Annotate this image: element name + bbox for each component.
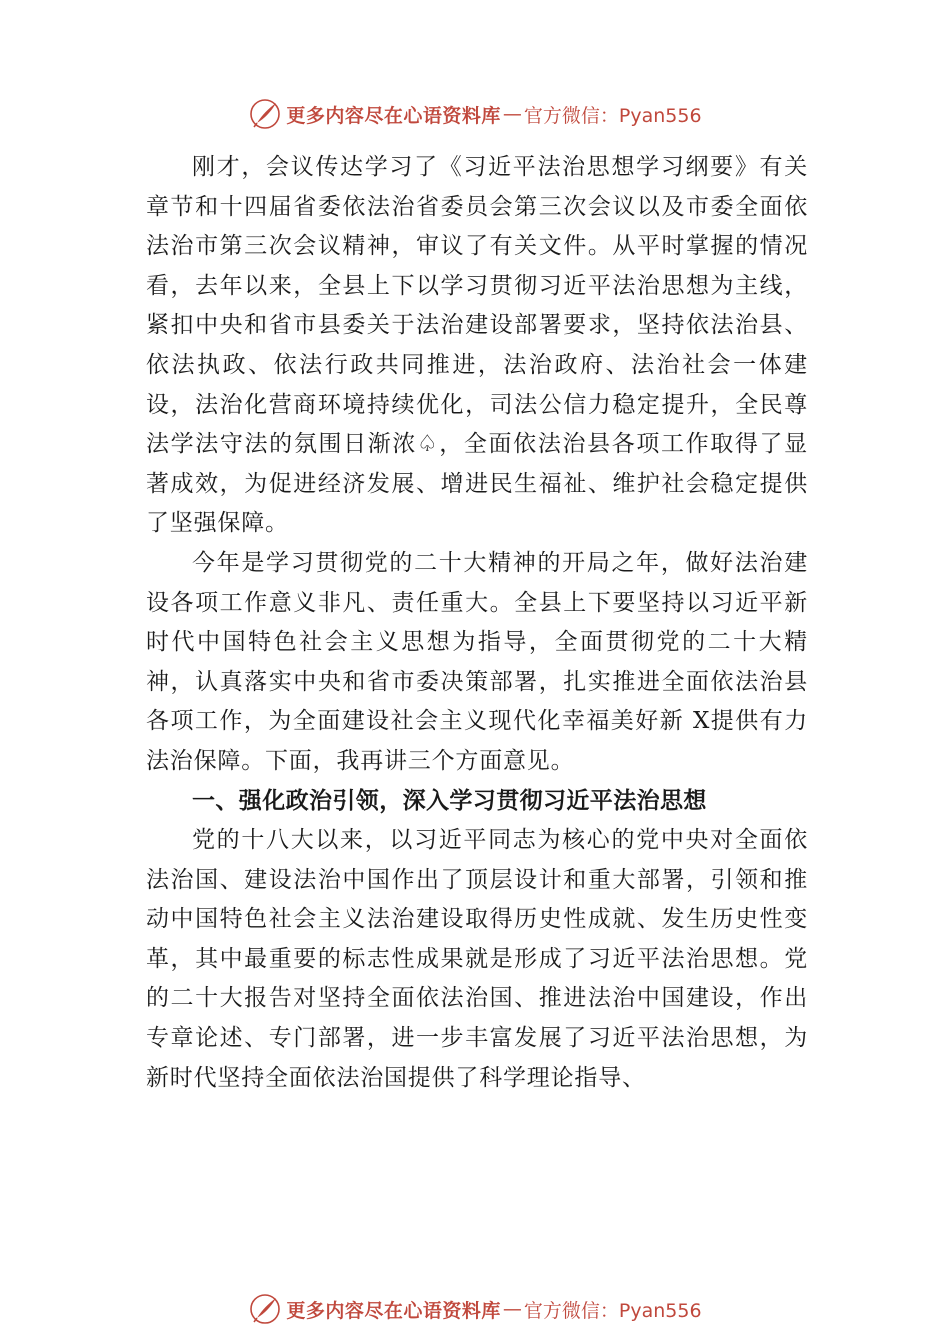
paragraph-2: 今年是学习贯彻党的二十大精神的开局之年，做好法治建设各项工作意义非凡、责任重大。全县上下要坚持以习近平新时代中国特色社会主义思想为指导，全面贯彻党的二十大精神，认真落实中央和省市委决策部署，扎实推进全面依法治县各项工作，为全面建设社会主义现代化幸福美好新 X提供有力法治保障。下面，我再讲三个方面意见。	[146, 549, 808, 774]
footer-banner	[0, 1289, 950, 1329]
paragraph-1: 刚才，会议传达学习了《习近平法治思想学习纲要》有关章节和十四届省委依法治省委员会第三次会议以及市委全面依法治市第三次会议精神，审议了有关文件。从平时掌握的情况看，去年以来，全县上下以学习贯彻习近平法治思想为主线，紧扣中央和省市县委关于法治建设部署要求，坚持依法治县、依法执政、依法行政共同推进，法治政府、法治社会一体建设，法治化营商环境持续优化，司法公信力稳定提升，全民尊法学法守法的氛围日渐浓♤，全面依法治县各项工作取得了显著成效，为促进经济发展、增进民生福祉、维护社会稳定提供了坚强保障。	[146, 154, 808, 537]
banner-wechat: 官方微信：Pyan556	[523, 1299, 702, 1322]
feather-pen-circle-icon	[248, 97, 282, 131]
banner-separator: —	[502, 1298, 522, 1320]
banner-site-name: 更多内容尽在心语资料库	[286, 104, 501, 127]
paragraph-3: 党的十八大以来，以习近平同志为核心的党中央对全面依法治国、建设法治中国作出了顶层设计和重大部署，引领和推动中国特色社会主义法治建设取得历史性成就、发生历史性变革，其中最重要的标志性成果就是形成了习近平法治思想。党的二十大报告对坚持全面依法治国、推进法治中国建设，作出专章论述、专门部署，进一步丰富发展了习近平法治思想，为新时代坚持全面依法治国提供了科学理论指导、	[146, 827, 808, 1091]
header-banner	[0, 94, 950, 134]
feather-pen-circle-icon	[248, 1292, 282, 1326]
banner-separator: —	[502, 103, 522, 125]
section-heading: 一、强化政治引领，深入学习贯彻习近平法治思想	[192, 787, 707, 814]
document-body	[146, 148, 808, 1098]
banner-wechat: 官方微信：Pyan556	[523, 104, 702, 127]
banner-site-name: 更多内容尽在心语资料库	[286, 1299, 501, 1322]
